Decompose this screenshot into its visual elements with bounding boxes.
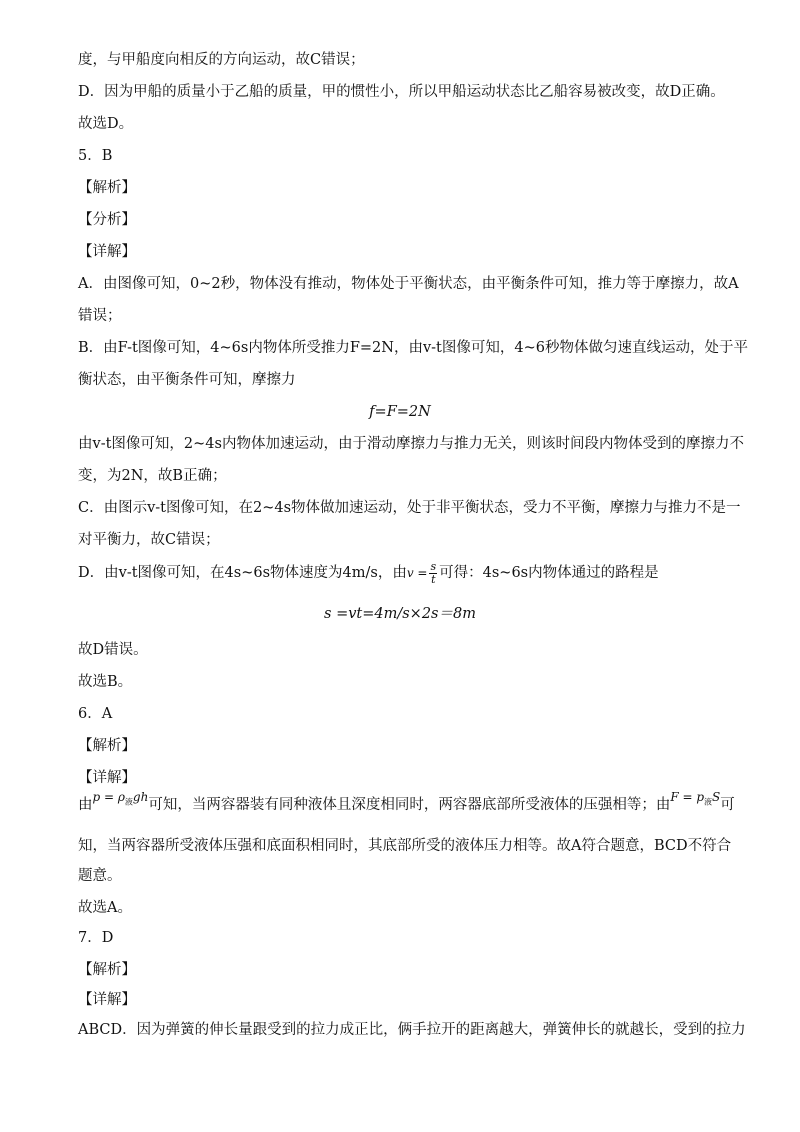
section-heading: 【详解】 [78,992,136,1008]
text-line: 故选B。 [78,674,133,690]
text-line: 由v-t图像可知，2~4s内物体加速运动，由于滑动摩擦力与推力无关，则该时间段内物体受到的摩擦力不 [78,436,744,452]
text-segment: D．由v-t图像可知，在4s~6s物体速度为4m/s，由 [78,565,407,581]
section-heading: 【详解】 [78,244,136,260]
section-heading: 【分析】 [78,212,136,228]
text-line: B．由F-t图像可知，4~6s内物体所受推力F=2N，由v-t图像可知，4~6秒物体做匀速直线运动，处于平 [78,340,748,356]
text-line: 故选D。 [78,116,134,132]
formula-part: S [712,790,721,804]
force-formula [670,790,721,807]
formula-subscript: 液 [704,797,713,807]
text-line-with-formulas [78,790,735,818]
question-number: 7．D [78,930,114,946]
question-number: 5．B [78,148,113,164]
formula-part: F = p [670,790,705,804]
text-line: 知，当两容器所受液体压强和底面积相同时，其底部所受的液体压力相等。故A符合题意，BCD不符合 [78,838,732,854]
text-line: 度，与甲船度向相反的方向运动，故C错误； [78,52,365,68]
text-line: ABCD．因为弹簧的伸长量跟受到的拉力成正比，俩手拉开的距离越大，弹簧伸长的就越长，受到的拉力 [78,1022,746,1038]
section-heading: 【解析】 [78,962,136,978]
pressure-formula [92,790,149,807]
fraction-denominator: t [431,572,436,586]
text-segment: 由 [78,797,93,813]
fraction [429,561,437,586]
text-line: 故D错误。 [78,642,148,658]
text-line: 变，为2N，故B正确； [78,468,227,484]
formula-part: p = ρ [92,790,125,804]
fraction-numerator: s [430,559,437,573]
text-line: A．由图像可知，0~2秒，物体没有推动，物体处于平衡状态，由平衡条件可知，推力等于摩擦力，故A [78,276,739,292]
text-line-with-fraction [78,560,728,586]
text-line: 错误； [78,308,122,324]
question-number: 6．A [78,706,113,722]
equation: s =vt=4m/s×2s＝8m [324,606,476,622]
text-segment: 可知，当两容器装有同种液体且深度相同时，两容器底部所受液体的压强相等；由 [148,797,671,813]
formula-v: v = [406,566,428,580]
text-line: 对平衡力，故C错误； [78,532,220,548]
text-segment: 可得：4s~6s内物体通过的路程是 [439,565,659,581]
section-heading: 【解析】 [78,180,136,196]
text-line: C．由图示v-t图像可知，在2~4s物体做加速运动，处于非平衡状态，受力不平衡，摩擦力与推力不是一 [78,500,741,516]
text-line: D．因为甲船的质量小于乙船的质量，甲的惯性小，所以甲船运动状态比乙船容易被改变，故D正确。 [78,84,725,100]
text-line: 题意。 [78,868,122,884]
text-segment: 可 [720,797,735,813]
text-line: 故选A。 [78,900,132,916]
formula-part: gh [132,790,149,804]
section-heading: 【解析】 [78,738,136,754]
equation: f=F=2N [369,404,431,420]
section-heading: 【详解】 [78,770,136,786]
text-line: 衡状态，由平衡条件可知，摩擦力 [78,372,296,388]
formula-subscript: 液 [124,797,133,807]
